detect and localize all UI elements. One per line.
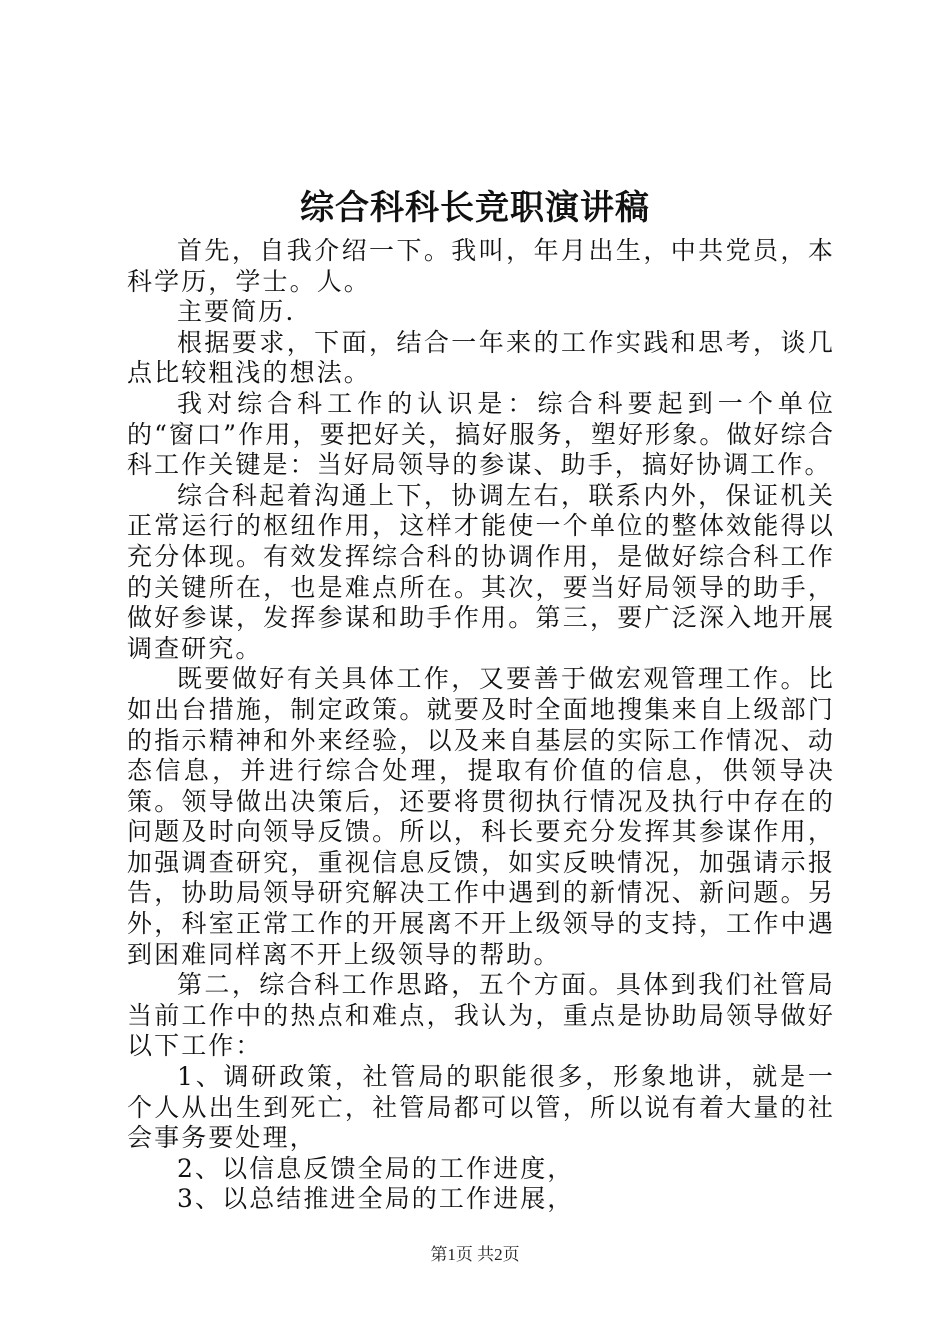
paragraph-macro-management: 既要做好有关具体工作，又要善于做宏观管理工作。比如出台措施，制定政策。就要及时全面地搜集来自上级部门的指示精神和外来经验，以及来自基层的实际工作情况、动态信息，并进行综合处理，提取有价值的信息，供领导决策。领导做出决策后，还要将贯彻执行情况及执行中存在的问题及时向领导反馈。所以，科长要充分发挥其参谋作用，加强调查研究，重视信息反馈，如实反映情况，加强请示报告，协助局领导研究解决工作中遇到的新情况、新问题。另外，科室正常工作的开展离不开上级领导的支持，工作中遇到困难同样离不开上级领导的帮助。 [127, 664, 835, 969]
document-title: 综合科科长竞职演讲稿 [300, 188, 650, 228]
document-body [127, 236, 835, 1215]
paragraph-introduction: 首先，自我介绍一下。我叫，年月出生，中共党员，本科学历，学士。人。 [127, 236, 835, 296]
paragraph-understanding: 我对综合科工作的认识是：综合科要起到一个单位的“窗口”作用，要把好关，搞好服务，塑好形象。做好综合科工作关键是：当好局领导的参谋、助手，搞好协调工作。 [127, 388, 835, 480]
paragraph-requirements: 根据要求，下面，结合一年来的工作实践和思考，谈几点比较粗浅的想法。 [127, 327, 835, 388]
paragraph-resume: 主要简历. [177, 297, 296, 327]
page-number-footer: 第1页 共2页 [430, 1245, 520, 1264]
list-item-research-policy: 1、调研政策，社管局的职能很多，形象地讲，就是一个人从出生到死亡，社管局都可以管，所以说有着大量的社会事务要处理， [127, 1062, 835, 1153]
list-item-summary-progress: 3、以总结推进全局的工作进展， [177, 1184, 575, 1214]
list-item-information-feedback: 2、以信息反馈全局的工作进度， [177, 1153, 575, 1183]
paragraph-work-ideas: 第二，综合科工作思路，五个方面。具体到我们社管局当前工作中的热点和难点，我认为，重点是协助局领导做好以下工作： [127, 970, 835, 1061]
paragraph-coordination: 综合科起着沟通上下，协调左右，联系内外，保证机关正常运行的枢纽作用，这样才能使一个单位的整体效能得以充分体现。有效发挥综合科的协调作用，是做好综合科工作的关键所在，也是难点所在。其次，要当好局领导的助手，做好参谋，发挥参谋和助手作用。第三，要广泛深入地开展调查研究。 [127, 480, 835, 663]
